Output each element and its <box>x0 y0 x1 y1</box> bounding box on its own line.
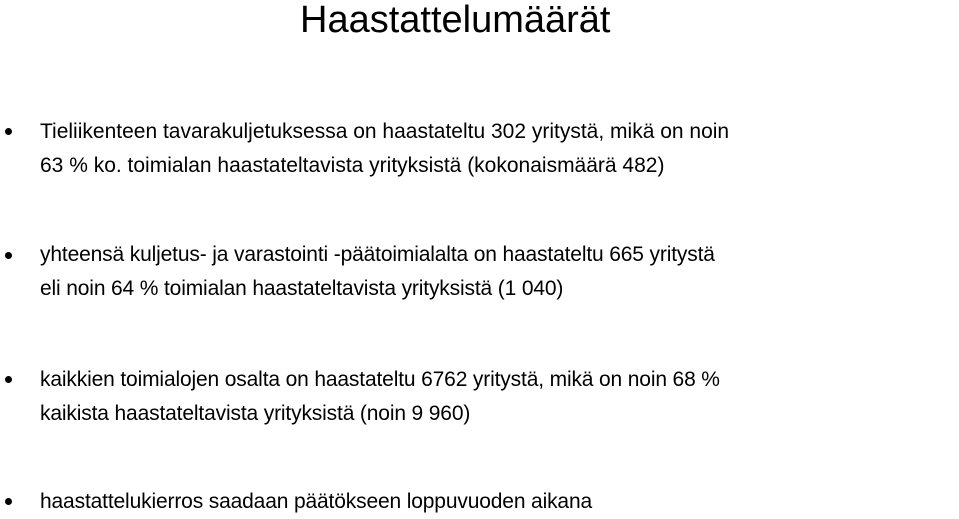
bullet-text <box>40 115 958 183</box>
bullet-line: haastattelukierros saadaan päätökseen loppuvuoden aikana <box>40 490 593 513</box>
slide-title: Haastattelumäärät <box>300 0 611 41</box>
bullet-line: 63 % ko. toimialan haastateltavista yrityksistä (kokonaismäärä 482) <box>40 154 665 177</box>
bullet-text <box>40 238 958 306</box>
bullet-dot-icon <box>5 376 12 383</box>
bullet-line: eli noin 64 % toimialan haastateltavista yrityksistä (1 040) <box>40 277 564 300</box>
bullet-line: kaikista haastateltavista yrityksistä (noin 9 960) <box>40 402 471 425</box>
bullet-dot-icon <box>5 498 12 505</box>
bullet-line: Tieliikenteen tavarakuljetuksessa on haastateltu 302 yritystä, mikä on noin <box>40 120 730 143</box>
bullet-text <box>40 363 958 431</box>
bullet-line: kaikkien toimialojen osalta on haastateltu 6762 yritystä, mikä on noin 68 % <box>40 368 720 391</box>
bullet-dot-icon <box>5 128 12 135</box>
bullet-dot-icon <box>5 252 12 259</box>
bullet-line: yhteensä kuljetus- ja varastointi -päätoimialalta on haastateltu 665 yritystä <box>40 243 715 266</box>
bullet-text <box>40 485 958 519</box>
